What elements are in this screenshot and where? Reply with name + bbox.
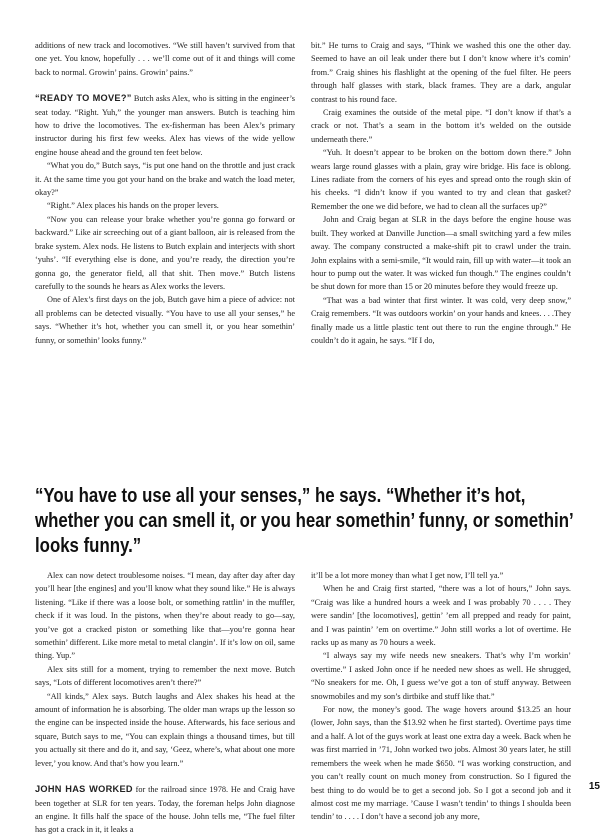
paragraph: Alex sits still for a moment, trying to remember the next move. Butch says, “Lots of different locomotives aren’t there?” [35, 664, 295, 688]
paragraph-section-start [35, 783, 295, 837]
paragraph: When he and Craig first started, “there was a lot of hours,” John says. “Craig was like a hundred hours a week and I was probably 70 . . . . They were sandin’ [the locomotives], gettin’ ’em all prepped and ready for paint, and I was paintin’ ’em on overtime.” John still works a lot of overtime. He racks up as many as 70 hours a week. [311, 584, 571, 648]
paragraph: Craig examines the outside of the metal pipe. “I don’t know if that’s a crack or not. That’s a seam in the bottom it’s welded on the outside underneath there.” [311, 108, 571, 144]
paragraph: bit.” He turns to Craig and says, “Think we washed this one the other day. Seemed to have an oil leak under there but I don’t know where it’s comin’ from.” Craig shines his flashlight at the opening of the fuel filter. He peers through half glasses with stark, black frames. They are a dark, angular contrast to his round face. [311, 41, 571, 104]
paragraph-text: Butch asks Alex, who is sitting in the engineer’s seat today. “Right. Yuh,” the younger man answers. Butch is teaching him how to drive the locomotives. The ex-fisherman has been Alex’s primary instructor during his first few weeks. Alex has views of the wide yellow engine house ahead and the ground ten feet below. [35, 94, 295, 157]
column-bottom-left [35, 569, 295, 837]
paragraph: it’ll be a lot more money than what I get now, I’ll tell ya.” [311, 571, 504, 580]
paragraph: John and Craig began at SLR in the days before the engine house was built. They worked at Danville Junction—a small switching yard a few miles away. The company constructed a make-shift pit to crawl under the train. John explains with a semi-smile, “It would rain, fill up with water—it took an hour to pump out the water. It was wicked fun though.” The engines couldn’t be shut down for more than 15 or 20 minutes before they would freeze up. [311, 215, 571, 292]
section-lead-in: “READY TO MOVE?” [35, 93, 132, 104]
paragraph: “Yuh. It doesn’t appear to be broken on the bottom down there.” John wears large round glasses with a plain, gray wire bridge. His face is oblong. Lines radiate from the corners of his eyes and spread onto the rough skin of his cheeks. “I didn’t know if you wanted to try and clean that gasket? Remember the one we did before, we had to clean all the surfaces up?” [311, 148, 571, 211]
pull-quote: “You have to use all your senses,” he says. “Whether it’s hot, whether you can smell it, or you hear somethin’ funny, or somethin’ looks funny.” [35, 484, 573, 557]
paragraph: “Now you can release your brake whether you’re gonna go forward or backward.” Like air screeching out of a giant balloon, air is released from the brake system. Alex nods. He listens to Butch explain and interjects with short ‘yuhs’. “If everything else is done, and you’re ready, the direction you’re gonna go, the generator field, all that shit. Then move.” Butch listens carefully to the sounds he hears as Alex works the levers. [35, 214, 295, 291]
paragraph: “What you do,” Butch says, “is put one hand on the throttle and just crack it. At the same time you got your hand on the brake and watch the load meter, okay?” [35, 161, 295, 198]
paragraph: “Right.” Alex places his hands on the proper levers. [47, 201, 219, 211]
paragraph: “All kinds,” Alex says. Butch laughs and Alex shakes his head at the amount of information he is absorbing. The older man wraps up the lesson so the engine can be inspected inside the house. Afterwards, his face serious and square, Butch says to me, “You can explain things a thousand times, but till you actually sit there and do it, and say, ‘Geez, where’s, what about one more lever,’ you know. And that’s how you learn.” [35, 691, 295, 768]
paragraph: “That was a bad winter that first winter. It was cold, very deep snow,” Craig remembers. “It was outdoors workin’ on your hands and knees. . . .They finally made us a little plastic tent out there to run the engine through.” He couldn’t do it again, he says. “If I do, [311, 295, 571, 345]
column-top-right [311, 39, 571, 347]
paragraph: For now, the money’s good. The wage hovers around $13.25 an hour (lower, John says, than the $13.92 when he first started). Overtime pays time and a half. A lot of the guys work at least one extra day a week. Back when he was first married in ’71, John worked two jobs. Almost 30 years later, he still remembers the week when he made $650. “I was working construction, and you can’t really count on much money from construction. So I figured the best thing to do would be to get a second job. So I got a second job and it almost cost me my marriage. ’Cause I wasn’t tendin’ to things I shoulda been tendin’ to . . . . I don’t have a second job any more, [311, 705, 571, 822]
page-number: 15 [588, 781, 600, 792]
column-top-left [35, 39, 295, 347]
paragraph: Alex can now detect troublesome noises. “I mean, day after day after day you’ll hear [the engines] and you’ll know what they sound like.” He is always listening. “Like if there was a loose bolt, or something rattlin’ in the muffler, check if it was loud. In the pistons, when they’re about ready to go—say, you’ve got a cracked piston or something like that—you’re gonna hear somethin’ different. Like more metal to metal clangin’. If it’s low on oil, same thing. Yup.” [35, 571, 295, 661]
paragraph: “I always say my wife needs new sneakers. That’s why I’m workin’ overtime.” I asked John once if he needed new shoes as well. He shrugged, “No sneakers for me. Oh, I guess we’ve got a ton of stuff anyway. Between snowmobiles and my son’s dirtbike and stuff like that.” [311, 651, 571, 701]
paragraph: additions of new track and locomotives. “We still haven’t survived from that one yet. You know, hopefully . . . we’ll come out of it and things will come back to normal. Growin’ pains. Growin’ pains.” [35, 41, 295, 77]
paragraph-text: for the railroad since 1978. He and Craig have been together at SLR for ten years. Today, the foreman helps John diagnose an engine. It fills half the space of the house. John tells me, “The fuel filter has got a crack in it, it leaks a [35, 785, 295, 835]
paragraph: One of Alex’s first days on the job, Butch gave him a piece of advice: not all problems can be detected visually. “You have to use all your senses,” he says. “Whether it’s hot, whether you can smell it, or you hear somethin’ funny, or somethin’ looks funny.” [35, 295, 295, 345]
section-lead-in: JOHN HAS WORKED [35, 784, 133, 795]
paragraph-section-start [35, 92, 295, 159]
column-bottom-right [311, 569, 571, 824]
